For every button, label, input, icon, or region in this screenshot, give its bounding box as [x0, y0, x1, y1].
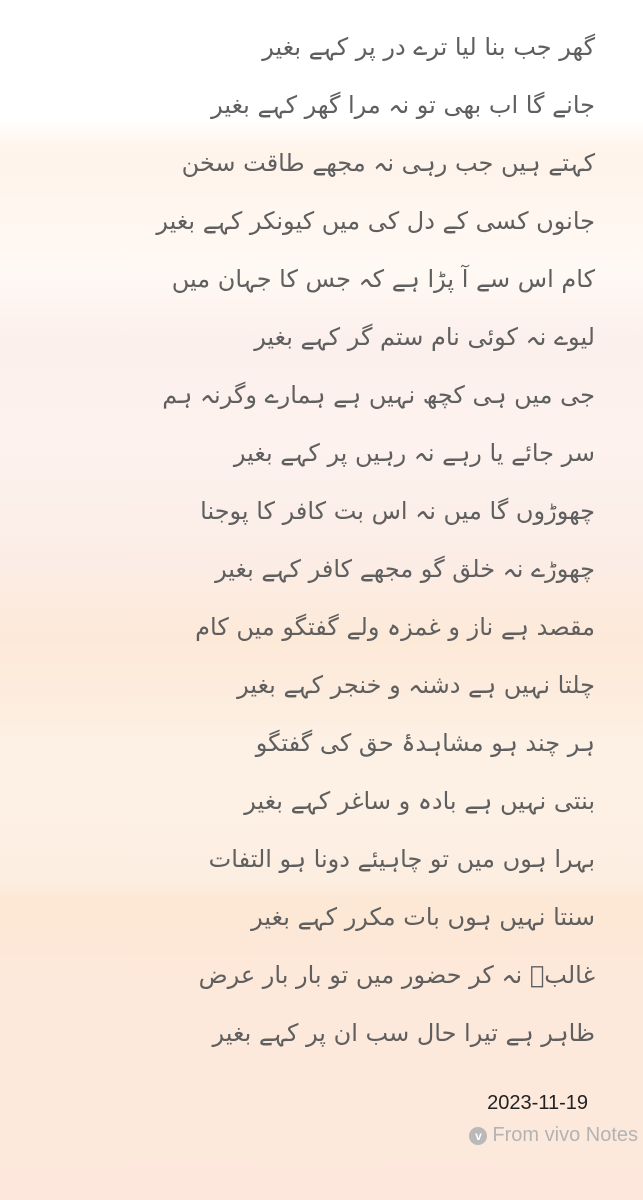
poem-line: چھوڑے نہ خلق گو مجھے کافر کہے بغیر: [215, 555, 595, 583]
poem-line: چھوڑوں گا میں نہ اس بت کافر کا پوجنا: [200, 497, 595, 525]
poem-line: ظاہر ہے تیرا حال سب ان پر کہے بغیر: [212, 1019, 595, 1047]
poem-line: کہتے ہیں جب رہی نہ مجھے طاقت سخن: [181, 149, 595, 177]
poem-line: بہرا ہوں میں تو چاہیئے دونا ہو التفات: [208, 845, 595, 873]
poem-line: جانے گا اب بھی تو نہ مرا گھر کہے بغیر: [211, 91, 595, 119]
source-label: From vivo Notes: [492, 1124, 638, 1146]
poem-body: [35, 24, 595, 1068]
poem-line: گھر جب بنا لیا ترے در پر کہے بغیر: [262, 33, 595, 61]
poem-line: جانوں کسی کے دل کی میں کیونکر کہے بغیر: [156, 207, 595, 235]
note-date: 2023-11-19: [487, 1092, 588, 1114]
poem-line: کام اس سے آ پڑا ہے کہ جس کا جہان میں: [171, 265, 595, 293]
poem-line: بنتی نہیں ہے بادہ و ساغر کہے بغیر: [244, 787, 595, 815]
poem-line: غالبؔ نہ کر حضور میں تو بار بار عرض: [198, 961, 595, 989]
poem-line: لیوے نہ کوئی نام ستم گر کہے بغیر: [254, 323, 595, 351]
vivo-logo-icon: v: [469, 1127, 487, 1145]
poem-line: سر جائے یا رہے نہ رہیں پر کہے بغیر: [233, 439, 595, 467]
source-footer: [469, 1124, 638, 1147]
poem-line: ہر چند ہو مشاہدۂ حق کی گفتگو: [255, 729, 595, 757]
poem-line: چلتا نہیں ہے دشنہ و خنجر کہے بغیر: [237, 671, 595, 699]
poem-line: جی میں ہی کچھ نہیں ہے ہمارے وگرنہ ہم: [162, 381, 595, 409]
poem-line: مقصد ہے ناز و غمزہ ولے گفتگو میں کام: [195, 613, 595, 641]
poem-line: سنتا نہیں ہوں بات مکرر کہے بغیر: [251, 903, 595, 931]
